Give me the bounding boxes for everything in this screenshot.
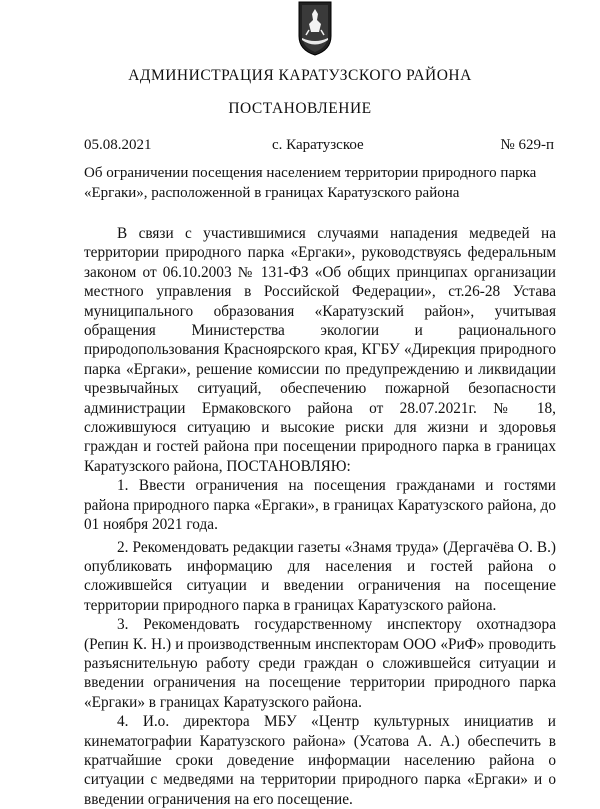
document-date: 05.08.2021 (84, 137, 152, 153)
clause-4: 4. И.о. директора МБУ «Центр культурных инициатив и кинематографии Каратузского района» (Усатова А. А.) обеспечить в кратчайшие сроки доведение информации населению района о ситуации с медведями на территории природного парка «Ергаки» и о введении ограничения на его посещение. (84, 713, 556, 808)
coat-of-arms-icon (298, 0, 332, 56)
organization-name: АДМИНИСТРАЦИЯ КАРАТУЗСКОГО РАЙОНА (128, 67, 472, 84)
document-number: № 629-п (500, 137, 554, 153)
clause-1: 1. Ввести ограничения на посещения гражданами и гостями района природного парка «Ергаки», в границах Каратузского района, до 01 ноября 2021 года. (84, 477, 556, 534)
document-type: ПОСТАНОВЛЕНИЕ (228, 100, 372, 117)
document-place: с. Каратузское (272, 137, 364, 153)
clause-3: 3. Рекомендовать государственному инспектору охотнадзора (Репин К. Н.) и производственным инспекторам ООО «РиФ» проводить разъяснительную работу среди граждан о сложившейся ситуации и введении ограничения на посещение территории природного парка «Ергаки» в границах Каратузского района. (84, 616, 556, 711)
preamble-paragraph: В связи с участившимися случаями нападения медведей на территории природного парка «Ергаки», руководствуясь федеральным законом от 06.10.2003 № 131-ФЗ «Об общих принципах организации местного управления в Российской Федерации», ст.26-28 Устава муниципального образования «Каратузский район», учитывая обращения Министерства экологии и рационального природопользования Красноярского края, КГБУ «Дирекция природного парка «Ергаки», решение комиссии по предупреждению и ликвидации чрезвычайных ситуаций, обеспечению пожарной безопасности администрации Ермаковского района от 28.07.2021г. № 18, сложившуюся ситуацию и высокие риски для жизни и здоровья граждан и гостей района при посещении природного парка в границах Каратузского района, ПОСТАНОВЛЯЮ: (84, 225, 556, 475)
clause-2: 2. Рекомендовать редакции газеты «Знамя труда» (Дергачёва О. В.) опубликовать информацию для населения и гостей района о сложившейся ситуации и введении ограничения на посещение территории природного парка в границах Каратузского района. (84, 538, 556, 614)
document-body (84, 224, 556, 809)
document-subject: Об ограничении посещения населением территории природного парка «Ергаки», расположенной в границах Каратузского района (84, 165, 537, 201)
